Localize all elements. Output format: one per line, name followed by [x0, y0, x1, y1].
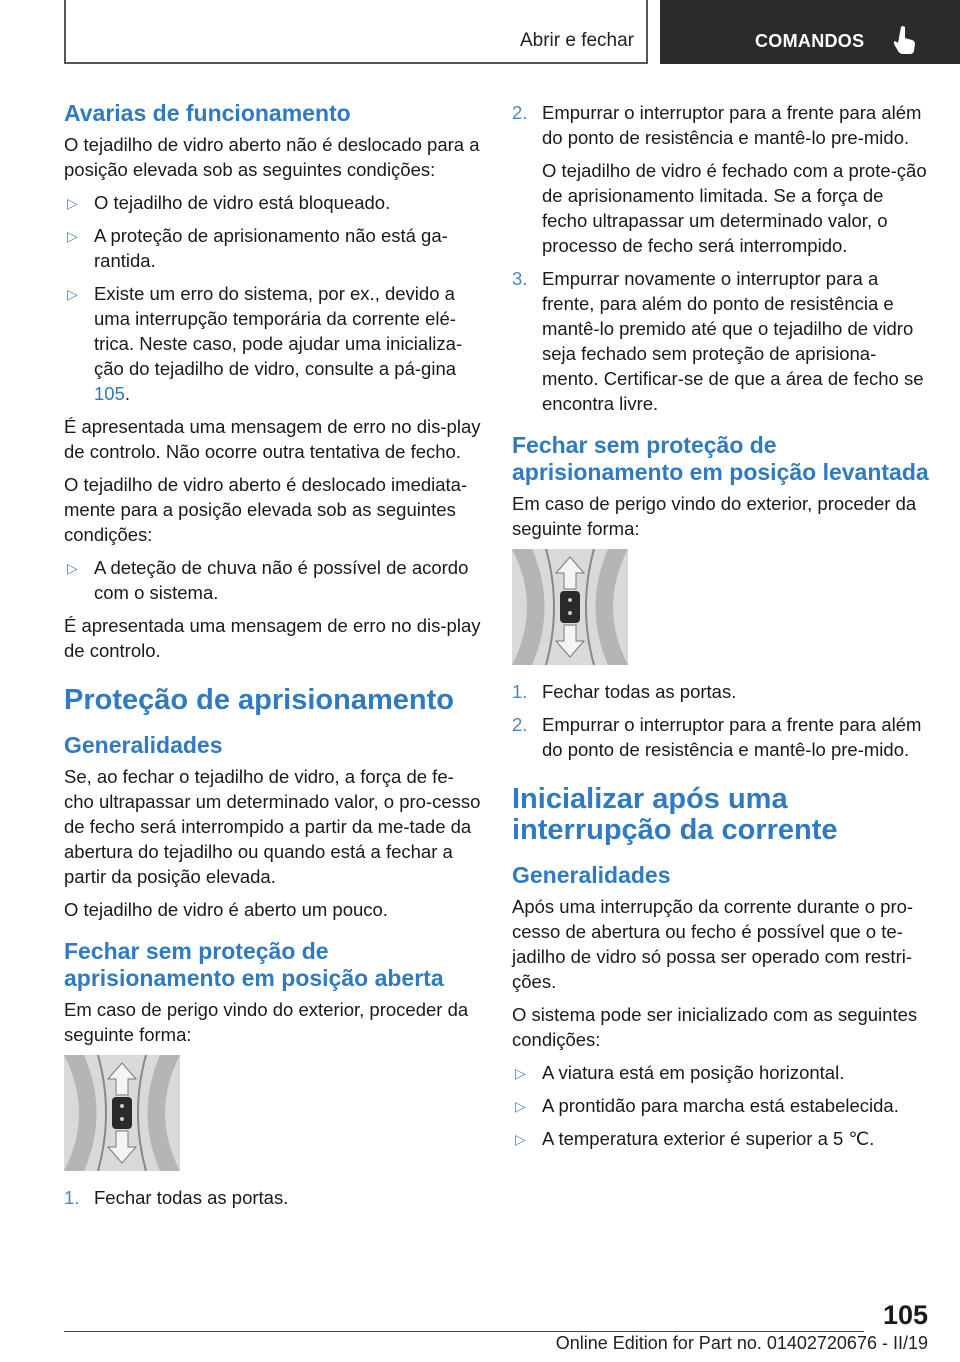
heading-fechar-levantada: Fechar sem proteção de aprisionamento em posição levantada [512, 432, 929, 485]
list-item-text: Empurrar novamente o interruptor para a frente, para além do ponto de resistência e mantê-lo premido até que o tejadilho de vidro seja fechado sem proteção de aprisiona-mento. Certificar-se de que a área de fecho se encontra livre. [542, 268, 924, 414]
list-item [64, 281, 482, 406]
bullet-list [512, 1060, 930, 1151]
list-item [512, 100, 930, 150]
bullet-list [64, 555, 482, 605]
paragraph: Em caso de perigo vindo do exterior, proceder da seguinte forma: [512, 493, 917, 539]
list-item [512, 266, 930, 416]
list-item-text: Empurrar o interruptor para a frente para além do ponto de resistência e mantê-lo pre-mido. [542, 102, 922, 148]
section-title: Abrir e fechar [519, 30, 634, 51]
list-item [64, 555, 482, 605]
list-item-text: Fechar todas as portas. [94, 1187, 289, 1208]
list-item [512, 1126, 930, 1151]
paragraph: O sistema pode ser inicializado com as seguintes condições: [512, 1004, 918, 1050]
step-number: 2. [512, 102, 528, 123]
step-number: 1. [64, 1187, 80, 1208]
chapter-title: COMANDOS [755, 31, 865, 51]
heading-fechar-aberta: Fechar sem proteção de aprisionamento em posição aberta [64, 938, 444, 991]
numbered-list [512, 679, 930, 762]
header-chapter [660, 0, 960, 64]
numbered-list [512, 266, 930, 416]
heading-generalidades: Generalidades [512, 862, 671, 888]
list-item [512, 1093, 930, 1118]
list-item-text: Empurrar o interruptor para a frente para além do ponto de resistência e mantê-lo pre-mido. [542, 714, 922, 760]
right-column [512, 100, 930, 1159]
triangle-bullet-icon: ▷ [67, 560, 78, 576]
paragraph: É apresentada uma mensagem de erro no dis-play de controlo. Não ocorre outra tentativa de fecho. [64, 416, 481, 462]
list-item-text: A prontidão para marcha está estabelecida. [542, 1095, 899, 1116]
bullet-list [64, 190, 482, 406]
list-item-text: Fechar todas as portas. [542, 681, 737, 702]
list-item [64, 1185, 482, 1210]
triangle-bullet-icon: ▷ [67, 195, 78, 211]
triangle-bullet-icon: ▷ [515, 1131, 526, 1147]
left-column [64, 100, 482, 1218]
list-item-text: Existe um erro do sistema, por ex., devido a uma interrupção temporária da corrente elé-trica. Neste caso, pode ajudar uma inicializa-ção do tejadilho de vidro, consulte a pá-gina [94, 283, 463, 379]
header-section [64, 0, 648, 64]
page-number: 105 [882, 1300, 928, 1330]
triangle-bullet-icon: ▷ [515, 1065, 526, 1081]
list-item [64, 190, 482, 215]
heading-generalidades: Generalidades [64, 732, 223, 758]
footer-divider [64, 1331, 864, 1332]
punctuation: . [124, 383, 131, 404]
step-number: 3. [512, 268, 528, 289]
heading-inicializar: Inicializar após uma interrupção da corrente [512, 783, 838, 846]
roof-switch-illustration [512, 549, 628, 665]
list-item-text: A temperatura exterior é superior a 5 ℃. [542, 1128, 875, 1149]
roof-switch-illustration [64, 1055, 180, 1171]
triangle-bullet-icon: ▷ [67, 228, 78, 244]
pointing-hand-icon [894, 25, 916, 55]
list-item [512, 712, 930, 762]
paragraph: O tejadilho de vidro aberto não é deslocado para a posição elevada sob as seguintes condições: [64, 134, 480, 180]
list-item-text: A viatura está em posição horizontal. [542, 1062, 845, 1083]
heading-avarias: Avarias de funcionamento [64, 100, 351, 126]
list-item [512, 1060, 930, 1085]
heading-protecao: Proteção de aprisionamento [64, 684, 454, 716]
list-item [64, 223, 482, 273]
paragraph: O tejadilho de vidro aberto é deslocado imediata-mente para a posição elevada sob as seguintes condições: [64, 474, 468, 545]
step-note: O tejadilho de vidro é fechado com a prote-ção de aprisionamento limitada. Se a força de fecho ultrapassar um determinado valor, o processo de fecho será interrompido. [542, 160, 927, 256]
paragraph: Se, ao fechar o tejadilho de vidro, a força de fe-cho ultrapassar um determinado valor, o pro-cesso de fecho será interrompido a partir da me-tade da abertura do tejadilho ou quando está a fechar a partir da posição elevada. [64, 766, 481, 887]
footer-edition: Online Edition for Part no. 01402720676 - II/19 [555, 1333, 928, 1353]
list-item-text: O tejadilho de vidro está bloqueado. [94, 192, 391, 213]
numbered-list [64, 1185, 482, 1210]
page-link[interactable]: 105 [94, 383, 125, 404]
step-number: 2. [512, 714, 528, 735]
paragraph: Em caso de perigo vindo do exterior, proceder da seguinte forma: [64, 999, 469, 1045]
list-item-text: A deteção de chuva não é possível de acordo com o sistema. [94, 557, 469, 603]
paragraph: É apresentada uma mensagem de erro no dis-play de controlo. [64, 615, 481, 661]
paragraph: Após uma interrupção da corrente durante o pro-cesso de abertura ou fecho é possível que o te-jadilho de vidro só possa ser operado com restri-ções. [512, 896, 914, 992]
list-item [512, 679, 930, 704]
triangle-bullet-icon: ▷ [67, 286, 78, 302]
paragraph: O tejadilho de vidro é aberto um pouco. [64, 899, 388, 920]
triangle-bullet-icon: ▷ [515, 1098, 526, 1114]
list-item-text: A proteção de aprisionamento não está ga-rantida. [94, 225, 448, 271]
numbered-list [512, 100, 930, 150]
step-number: 1. [512, 681, 528, 702]
